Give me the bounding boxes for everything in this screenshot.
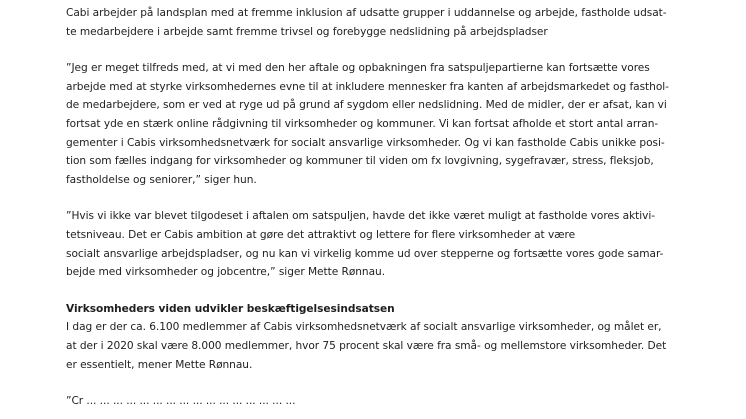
text-line: Cabi arbejder på landsplan med at fremme inklusion af udsatte grupper i uddannelse og arbejde, fastholde udsat-	[66, 7, 667, 19]
paragraph-quote-1	[66, 59, 690, 189]
text-line: er essentielt, mener Mette Rønnau.	[66, 358, 253, 371]
text-line: te medarbejdere i arbejde samt fremme trivsel og forebygge nedslidning på arbejdspladser	[66, 25, 548, 38]
text-line: gementer i Cabis virksomhedsnetværk for socialt ansvarlige virksomheder. Og vi kan fastholde Cabis unikke posi-	[66, 136, 665, 149]
section-heading: Virksomheders viden udvikler beskæftigelsesindsatsen	[66, 302, 395, 315]
paragraph-intro	[66, 4, 690, 41]
paragraph-cutoff	[66, 392, 690, 411]
document-body	[66, 4, 690, 411]
text-line: bejde med virksomheder og jobcentre,” siger Mette Rønnau.	[66, 266, 386, 279]
text-line: ”Hvis vi ikke var blevet tilgodeset i aftalen om satspuljen, havde det ikke været muligt at fastholde vores aktivi-	[66, 210, 656, 223]
paragraph-section	[66, 300, 690, 374]
text-line: at der i 2020 skal være 8.000 medlemmer, hvor 75 procent skal være fra små- og mellemstore virksomheder. Det	[66, 339, 667, 352]
text-line: arbejde med at styrke virksomhedernes evne til at inkludere mennesker fra kanten af arbejdsmarkedet og fasthol-	[66, 80, 669, 93]
text-line: fortsat yde en stærk online rådgivning til virksomheder og kommuner. Vi kan fortsat afholde et stort antal arran-	[66, 117, 659, 130]
text-line: ”Cr ... ... ... ... ... ... ... ... ... ... ... ... ... ... ... ...	[66, 395, 296, 408]
text-line: I dag er der ca. 6.100 medlemmer af Cabis virksomhedsnetværk af socialt ansvarlige virksomheder, og målet er,	[66, 321, 662, 334]
text-line: tion som fælles indgang for virksomheder og kommuner til viden om fx lovgivning, sygefravær, stress, fleksjob,	[66, 155, 654, 168]
text-line: fastholdelse og seniorer,” siger hun.	[66, 173, 257, 186]
text-line: tetsniveau. Det er Cabis ambition at gøre det attraktivt og lettere for flere virksomheder at være	[66, 228, 576, 241]
paragraph-quote-2	[66, 207, 690, 281]
text-line: de medarbejdere, som er ved at ryge ud på grund af sygdom eller nedslidning. Med de midler, der er afsat, kan vi	[66, 99, 667, 112]
text-line: ”Jeg er meget tilfreds med, at vi med den her aftale og opbakningen fra satspuljepartierne kan fortsætte vores	[66, 62, 650, 75]
text-line: socialt ansvarlige arbejdspladser, og nu kan vi virkelig komme ud over stepperne og fortsætte vores gode samar-	[66, 247, 664, 260]
